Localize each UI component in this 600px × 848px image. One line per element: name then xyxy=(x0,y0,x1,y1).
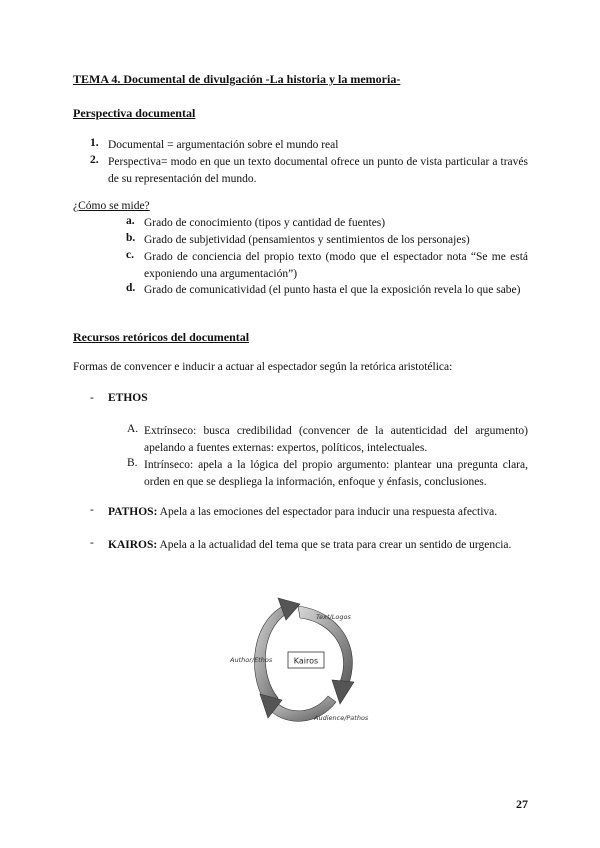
list-item: Grado de conocimiento (tipos y cantidad de fuentes) xyxy=(144,217,386,229)
page-number: 27 xyxy=(516,797,528,811)
list-marker: d. xyxy=(126,282,136,294)
list-marker: b. xyxy=(126,232,136,244)
intro-text: Formas de convencer e inducir a actuar al espectador según la retórica aristotélica: xyxy=(73,361,453,373)
bullet-dash: - xyxy=(90,392,94,404)
bullet-dash: - xyxy=(90,504,94,516)
kairos-paragraph xyxy=(108,537,528,554)
measure-question: ¿Cómo se mide? xyxy=(73,200,150,212)
rhetoric-diagram xyxy=(228,586,380,736)
section-heading-perspectiva: Perspectiva documental xyxy=(73,106,196,120)
pathos-label: PATHOS: xyxy=(108,506,158,518)
kairos-label: KAIROS: xyxy=(108,539,158,551)
list-marker: c. xyxy=(126,249,134,261)
list-item: Grado de conciencia del propio texto (modo que el espectador nota “Se me está exponiendo una argumentación”) xyxy=(144,251,528,280)
list-item: Grado de subjetividad (pensamientos y sentimientos de los personajes) xyxy=(144,234,470,246)
ethos-label: ETHOS xyxy=(108,392,148,404)
section-heading-recursos: Recursos retóricos del documental xyxy=(73,330,250,344)
label-left: Author/Ethos xyxy=(230,656,273,664)
center-label: Kairos xyxy=(293,656,319,666)
page-title: TEMA 4. Documental de divulgación -La historia y la memoria- xyxy=(73,72,401,86)
list-item: Extrínseco: busca credibilidad (convencer de la autenticidad del argumento) apelando a fuentes externas: expertos, políticos, intelectuales. xyxy=(144,425,528,454)
bullet-dash: - xyxy=(90,537,94,549)
pathos-paragraph xyxy=(108,504,528,521)
list-marker: 2. xyxy=(90,154,99,166)
list-marker: B. xyxy=(127,457,138,469)
label-top: Text/Logos xyxy=(316,613,351,621)
rhetoric-cycle-graphic xyxy=(228,586,380,736)
list-item: Intrínseco: apela a la lógica del propio argumento: plantear una pregunta clara, orden en que se despliega la información, enfoque y énfasis, conclusiones. xyxy=(144,459,528,488)
kairos-text: Apela a la actualidad del tema que se trata para crear un sentido de urgencia. xyxy=(157,539,512,551)
list-item: Grado de comunicatividad (el punto hasta el que la exposición revela lo que sabe) xyxy=(144,284,521,296)
list-marker: 1. xyxy=(90,137,99,149)
cycle-arrow xyxy=(332,680,354,704)
list-item: Documental = argumentación sobre el mundo real xyxy=(108,139,339,151)
label-bottom: Audience/Pathos xyxy=(314,714,369,722)
list-marker: A. xyxy=(127,423,139,435)
list-marker: a. xyxy=(126,215,135,227)
list-item: Perspectiva= modo en que un texto documental ofrece un punto de vista particular a través de su representación del mundo. xyxy=(108,156,528,185)
pathos-text: Apela a las emociones del espectador para inducir una respuesta afectiva. xyxy=(157,506,498,518)
